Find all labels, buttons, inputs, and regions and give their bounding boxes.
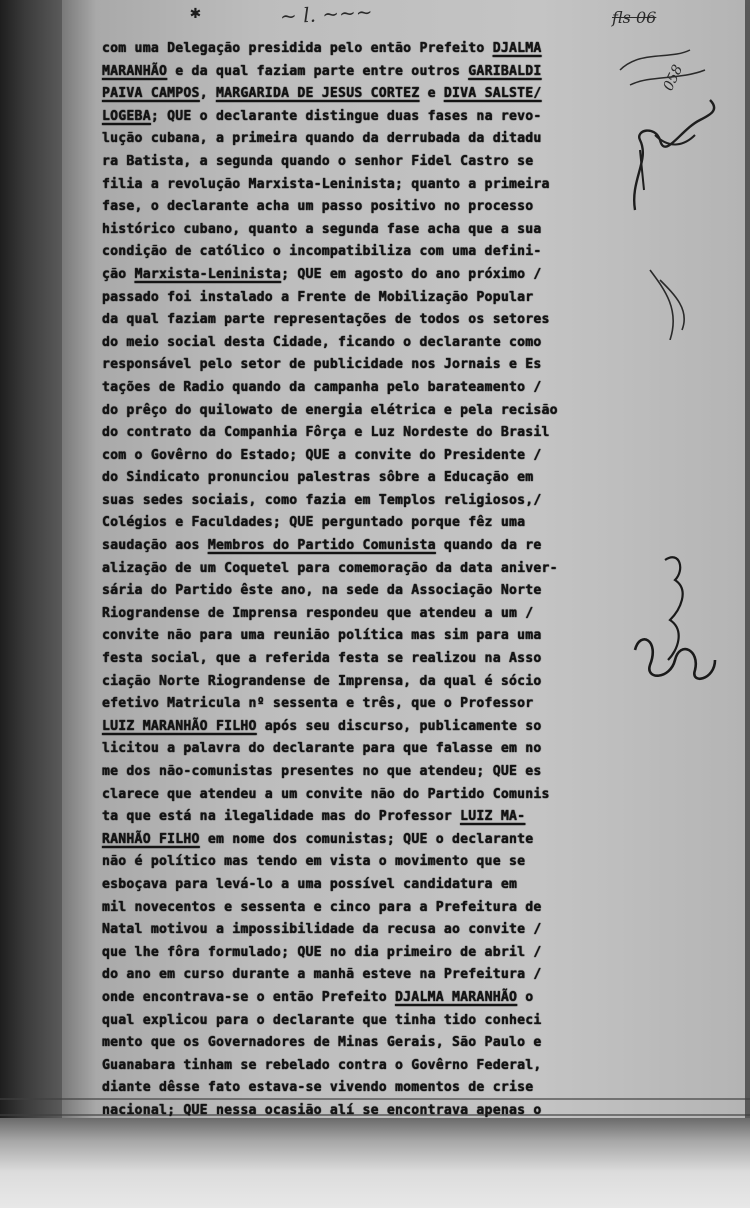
page-number-annotation-2: 058	[660, 62, 687, 94]
text-segment: clarece que atendeu a um convite não do Partido Comunis	[102, 786, 550, 802]
text-line	[102, 400, 622, 423]
text-segment: que lhe fôra formulado; QUE no dia primeiro de abril /	[102, 944, 542, 960]
underlined-name: DJALMA	[492, 41, 542, 56]
text-line	[102, 558, 622, 581]
text-segment: alização de um Coquetel para comemoração da data aniver-	[102, 560, 558, 576]
text-segment: efetivo Matricula nº sessenta e três, que o Professor	[102, 696, 534, 712]
text-line	[102, 625, 622, 648]
text-segment: do Sindicato pronunciou palestras sôbre a Educação em	[102, 470, 534, 486]
binding-shadow	[0, 0, 62, 1118]
text-segment: do ano em curso durante a manhã esteve na Prefeitura /	[102, 967, 542, 983]
text-segment: da qual faziam parte representações de todos os setores	[102, 312, 550, 328]
underlined-name: LUIZ MA-	[460, 809, 526, 825]
text-line	[102, 377, 622, 400]
text-line	[102, 38, 622, 61]
text-segment: Guanabara tinham se rebelado contra o Govêrno Federal,	[102, 1057, 542, 1073]
underlined-name: PAIVA CAMPOS	[102, 86, 200, 102]
text-line	[102, 761, 622, 784]
text-segment: convite não para uma reunião política mas sim para uma	[102, 628, 542, 644]
text-segment: condição de católico o incompatibiliza com uma defini-	[102, 244, 542, 260]
text-segment: ra Batista, a segunda quando o senhor Fidel Castro se	[102, 153, 534, 169]
underlined-name: LOGEBA	[102, 108, 151, 124]
text-line	[102, 716, 622, 739]
handwritten-signature	[610, 40, 730, 340]
text-segment: diante dêsse fato estava-se vivendo momentos de crise	[102, 1080, 534, 1096]
underlined-name: Marxista-Leninista	[134, 266, 282, 282]
text-line	[102, 219, 622, 242]
text-segment: após seu discurso, publicamente so	[256, 718, 542, 734]
text-line	[102, 128, 622, 151]
text-segment: esboçava para levá-lo a uma possível candidatura em	[102, 876, 518, 892]
scan-bottom-margin	[0, 1118, 750, 1208]
text-line	[102, 151, 622, 174]
text-segment: ; QUE em agosto do ano próximo /	[281, 266, 542, 282]
handwritten-annotation-top: ~ l. ~~~	[279, 0, 374, 29]
text-line	[102, 603, 622, 626]
text-segment: e	[419, 86, 444, 102]
text-segment: Natal motivou a impossibilidade da recusa ao convite /	[102, 922, 542, 938]
page-number-annotation: fls 06	[612, 8, 657, 27]
text-line	[102, 332, 622, 355]
text-segment: suas sedes sociais, como fazia em Templos religiosos,/	[102, 492, 542, 508]
text-segment: mento que os Governadores de Minas Gerais, São Paulo e	[102, 1035, 542, 1051]
text-segment: licitou a palavra do declarante para que falasse em no	[102, 741, 542, 757]
text-segment: ,	[199, 86, 216, 102]
underlined-name: LUIZ MARANHÃO FILHO	[102, 718, 257, 734]
text-line	[102, 1010, 622, 1033]
text-segment: ciação Norte Riograndense de Imprensa, da qual é sócio	[102, 673, 542, 689]
text-line	[102, 919, 622, 942]
text-segment: e da qual faziam parte entre outros	[167, 63, 469, 79]
text-line	[102, 942, 622, 965]
text-line	[102, 648, 622, 671]
text-segment: qual explicou para o declarante que tinha tido conheci	[102, 1012, 542, 1028]
text-segment: ção	[102, 266, 135, 282]
underlined-name: MARANHÃO	[102, 63, 168, 79]
text-line	[102, 897, 622, 920]
text-line	[102, 174, 622, 197]
text-line	[102, 490, 622, 513]
text-segment: histórico cubano, quanto a segunda fase acha que a sua	[102, 221, 542, 237]
text-line	[102, 1100, 622, 1123]
text-segment: fase, o declarante acha um passo positivo no processo	[102, 199, 534, 215]
text-line	[102, 309, 622, 332]
text-segment: saudação aos	[102, 538, 208, 554]
text-line	[102, 445, 622, 468]
text-segment: do prêço do quilowato de energia elétrica e pela recisão	[102, 402, 558, 418]
text-line	[102, 61, 622, 84]
text-segment: lução cubana, a primeira quando da derrubada da ditadu	[102, 131, 542, 147]
text-segment: mil novecentos e sessenta e cinco para a Prefeitura de	[102, 899, 542, 915]
text-line	[102, 987, 622, 1010]
text-line	[102, 354, 622, 377]
text-segment: Colégios e Faculdades; QUE perguntado porque fêz uma	[102, 515, 526, 531]
text-line	[102, 287, 622, 310]
text-segment: passado foi instalado a Frente de Mobilização Popular	[102, 289, 534, 305]
text-segment: festa social, que a referida festa se realizou na Asso	[102, 651, 542, 667]
text-segment: o	[517, 989, 534, 1005]
ink-blot-mark: ✱	[190, 2, 201, 23]
text-segment: quando da re	[435, 538, 542, 554]
text-line	[102, 196, 622, 219]
text-line	[102, 829, 622, 852]
typewritten-text-body	[102, 38, 622, 1123]
text-segment: não é político mas tendo em vista o movimento que se	[102, 854, 526, 870]
text-line	[102, 738, 622, 761]
text-segment: me dos não-comunistas presentes no que atendeu; QUE es	[102, 764, 542, 779]
text-segment: com uma Delegação presidida pelo então Prefeito	[102, 41, 493, 56]
text-segment: do meio social desta Cidade, ficando o declarante como	[102, 334, 542, 350]
text-line	[102, 467, 622, 490]
text-line	[102, 106, 622, 129]
text-segment: nacional; QUE nessa ocasião alí se encontrava apenas o	[102, 1102, 542, 1118]
text-segment: filia a revolução Marxista-Leninista; quanto a primeira	[102, 176, 550, 192]
text-segment: do contrato da Companhia Fôrça e Luz Nordeste do Brasil	[102, 425, 550, 441]
text-line	[102, 83, 622, 106]
text-line	[102, 1077, 622, 1100]
text-segment: ; QUE o declarante distingue duas fases na revo-	[150, 108, 542, 124]
text-line	[102, 874, 622, 897]
text-segment: tações de Radio quando da campanha pelo barateamento /	[102, 379, 542, 395]
text-line	[102, 264, 622, 287]
underlined-name: GARIBALDI	[468, 63, 542, 79]
underlined-name: MARGARIDA DE JESUS CORTEZ	[215, 86, 420, 102]
text-line	[102, 535, 622, 558]
underlined-name: RANHÃO FILHO	[102, 831, 200, 847]
text-segment: ta que está na ilegalidade mas do Professor	[102, 809, 461, 825]
text-line	[102, 1032, 622, 1055]
underlined-name: DIVA SALSTE/	[443, 86, 542, 102]
text-line	[102, 806, 622, 829]
text-line	[102, 1055, 622, 1078]
text-line	[102, 671, 622, 694]
underlined-name: DJALMA MARANHÃO	[395, 989, 518, 1005]
text-segment: em nome dos comunistas; QUE o declarante	[199, 831, 534, 847]
text-segment: sária do Partido êste ano, na sede da Associação Norte	[102, 583, 542, 599]
text-segment: Riograndense de Imprensa respondeu que atendeu a um /	[102, 605, 534, 621]
text-line	[102, 512, 622, 535]
margin-signature	[620, 540, 730, 700]
text-segment: onde encontrava-se o então Prefeito	[102, 989, 396, 1005]
underlined-name: Membros do Partido Comunista	[207, 538, 436, 554]
text-line	[102, 964, 622, 987]
text-segment: com o Govêrno do Estado; QUE a convite do Presidente /	[102, 447, 542, 463]
text-line	[102, 422, 622, 445]
text-line	[102, 580, 622, 603]
text-segment: responsável pelo setor de publicidade nos Jornais e Es	[102, 357, 542, 373]
text-line	[102, 241, 622, 264]
text-line	[102, 693, 622, 716]
text-line	[102, 851, 622, 874]
text-line	[102, 784, 622, 807]
